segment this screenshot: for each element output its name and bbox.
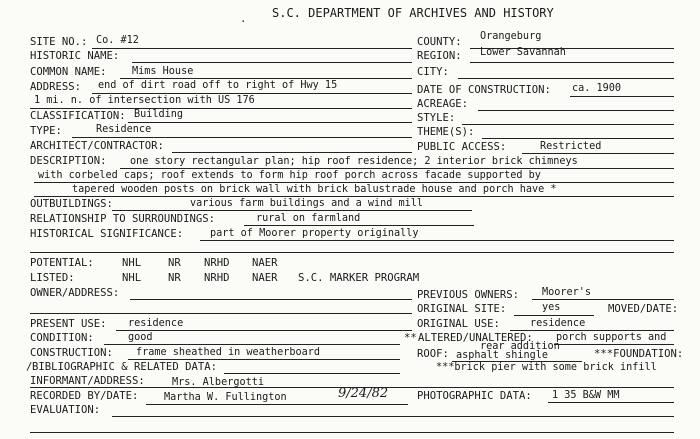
type-label: TYPE: bbox=[30, 125, 62, 137]
bibliography-line bbox=[224, 373, 400, 374]
region-value: Lower Savannah bbox=[480, 47, 566, 58]
informant-value: Mrs. Albergotti bbox=[172, 377, 265, 388]
potential-nhl: NHL bbox=[122, 257, 142, 269]
date-construction-value: ca. 1900 bbox=[572, 83, 622, 94]
original-use-label: ORIGINAL USE: bbox=[417, 318, 500, 330]
previous-owners-line bbox=[532, 299, 674, 300]
informant-label: INFORMANT/ADDRESS: bbox=[30, 375, 145, 387]
original-site-label: ORIGINAL SITE: bbox=[417, 303, 507, 315]
photographic-data-value: 1 35 B&W MM bbox=[552, 390, 620, 401]
present-use-label: PRESENT USE: bbox=[30, 318, 107, 330]
public-access-line bbox=[522, 153, 674, 154]
description-line-2 bbox=[34, 182, 674, 183]
themes-label: THEME(S): bbox=[417, 126, 475, 138]
roof-label: ROOF: bbox=[417, 348, 449, 360]
listed-naer: NAER bbox=[252, 272, 278, 284]
bibliography-label: BIBLIOGRAPHIC & RELATED DATA: bbox=[32, 361, 217, 373]
previous-owners-label: PREVIOUS OWNERS: bbox=[417, 289, 520, 301]
owner-address-line-2 bbox=[30, 313, 412, 314]
description-line-3 bbox=[34, 196, 674, 197]
recorded-by-label: RECORDED BY/DATE: bbox=[30, 390, 139, 402]
condition-label: CONDITION: bbox=[30, 332, 94, 344]
site-no-label: SITE NO.: bbox=[30, 36, 88, 48]
description-value-1: one story rectangular plan; hip roof residence; 2 interior brick chimneys bbox=[130, 156, 578, 167]
city-line bbox=[458, 78, 674, 79]
acreage-line bbox=[478, 110, 674, 111]
type-value: Residence bbox=[96, 124, 152, 135]
outbuildings-label: OUTBUILDINGS: bbox=[30, 198, 113, 210]
marker-program: S.C. MARKER PROGRAM bbox=[298, 272, 420, 284]
relationship-line bbox=[244, 225, 474, 226]
previous-owners-value: Moorer's bbox=[542, 287, 592, 298]
description-line-1 bbox=[120, 168, 674, 169]
condition-value: good bbox=[128, 332, 153, 343]
common-name-line bbox=[120, 78, 412, 79]
foundation-value: ***brick pier with some brick infill bbox=[436, 362, 657, 373]
altered-value: porch supports and bbox=[556, 332, 667, 343]
owner-address-label: OWNER/ADDRESS: bbox=[30, 287, 120, 299]
description-value-2: with corbeled caps; roof extends to form hip roof porch across facade supported by bbox=[38, 170, 541, 181]
architect-line bbox=[172, 152, 412, 153]
address-value-2: 1 mi. n. of intersection with US 176 bbox=[34, 95, 255, 106]
altered-label: ALTERED/UNALTERED: bbox=[418, 332, 533, 344]
construction-value: frame sheathed in weatherboard bbox=[136, 347, 321, 358]
potential-naer: NAER bbox=[252, 257, 278, 269]
listed-label: LISTED: bbox=[30, 272, 75, 284]
city-label: CITY: bbox=[417, 66, 449, 78]
owner-address-line bbox=[130, 299, 412, 300]
classification-line bbox=[128, 122, 412, 123]
construction-line bbox=[128, 359, 400, 360]
present-use-value: residence bbox=[128, 318, 184, 329]
type-line bbox=[72, 137, 412, 138]
description-value-3: tapered wooden posts on brick wall with brick balustrade house and porch have * bbox=[72, 184, 557, 195]
header-dot: . bbox=[240, 13, 247, 25]
common-name-value: Mims House bbox=[132, 66, 194, 77]
region-label: REGION: bbox=[417, 50, 462, 62]
date-construction-label: DATE OF CONSTRUCTION: bbox=[417, 84, 551, 96]
evaluation-label: EVALUATION: bbox=[30, 404, 101, 416]
listed-nhl: NHL bbox=[122, 272, 142, 284]
relationship-label: RELATIONSHIP TO SURROUNDINGS: bbox=[30, 213, 215, 225]
bibliography-mark: / bbox=[26, 361, 33, 373]
section-divider bbox=[30, 252, 674, 253]
significance-value: part of Moorer property originally bbox=[210, 228, 419, 239]
significance-label: HISTORICAL SIGNIFICANCE: bbox=[30, 228, 184, 240]
recorded-by-line bbox=[146, 404, 408, 405]
date-construction-line bbox=[570, 96, 674, 97]
county-label: COUNTY: bbox=[417, 36, 462, 48]
public-access-label: PUBLIC ACCESS: bbox=[417, 141, 507, 153]
potential-nr: NR bbox=[168, 257, 181, 269]
historic-name-line bbox=[132, 62, 412, 63]
original-use-value: residence bbox=[530, 318, 586, 329]
outbuildings-line bbox=[112, 210, 472, 211]
description-label: DESCRIPTION: bbox=[30, 155, 107, 167]
original-site-value: yes bbox=[542, 302, 561, 313]
roof-value: asphalt shingle bbox=[456, 350, 549, 361]
altered-value-2: rear addition bbox=[480, 341, 560, 352]
listed-nr: NR bbox=[168, 272, 181, 284]
common-name-label: COMMON NAME: bbox=[30, 66, 107, 78]
site-no-line bbox=[92, 48, 412, 49]
construction-label: CONSTRUCTION: bbox=[30, 347, 113, 359]
photographic-data-line bbox=[548, 402, 674, 403]
address-label: ADDRESS: bbox=[30, 81, 82, 93]
recorded-date-value: 9/24/82 bbox=[338, 386, 389, 401]
condition-line bbox=[104, 344, 400, 345]
significance-line bbox=[200, 240, 674, 241]
address-line-1 bbox=[92, 93, 412, 94]
outbuildings-value: various farm buildings and a wind mill bbox=[190, 198, 424, 209]
historic-name-label: HISTORIC NAME: bbox=[30, 50, 120, 62]
style-line bbox=[462, 124, 674, 125]
altered-prefix: ** bbox=[404, 332, 417, 344]
photographic-data-label: PHOTOGRAPHIC DATA: bbox=[417, 390, 532, 402]
listed-nrhd: NRHD bbox=[204, 272, 230, 284]
potential-label: POTENTIAL: bbox=[30, 257, 94, 269]
altered-line bbox=[554, 344, 674, 345]
evaluation-line bbox=[112, 416, 674, 417]
evaluation-line-2 bbox=[30, 432, 674, 433]
form-title: S.C. DEPARTMENT OF ARCHIVES AND HISTORY bbox=[272, 6, 554, 20]
address-value-1: end of dirt road off to right of Hwy 15 bbox=[98, 80, 338, 91]
present-use-line bbox=[116, 330, 412, 331]
classification-label: CLASSIFICATION: bbox=[30, 110, 126, 122]
style-label: STYLE: bbox=[417, 112, 456, 124]
potential-nrhd: NRHD bbox=[204, 257, 230, 269]
foundation-label: ***FOUNDATION: bbox=[594, 348, 684, 360]
acreage-label: ACREAGE: bbox=[417, 98, 469, 110]
relationship-value: rural on farmland bbox=[256, 213, 361, 224]
public-access-value: Restricted bbox=[540, 141, 602, 152]
themes-line bbox=[482, 138, 674, 139]
recorded-by-value: Martha W. Fullington bbox=[164, 392, 287, 403]
architect-label: ARCHITECT/CONTRACTOR: bbox=[30, 140, 164, 152]
address-line-2 bbox=[30, 108, 412, 109]
original-site-line bbox=[514, 315, 594, 316]
classification-value: Building bbox=[134, 109, 184, 120]
site-no-value: Co. #12 bbox=[96, 35, 139, 46]
moved-date-label: MOVED/DATE: bbox=[608, 303, 679, 315]
county-value: Orangeburg bbox=[480, 31, 542, 42]
region-line bbox=[470, 62, 674, 63]
original-use-line bbox=[510, 330, 674, 331]
